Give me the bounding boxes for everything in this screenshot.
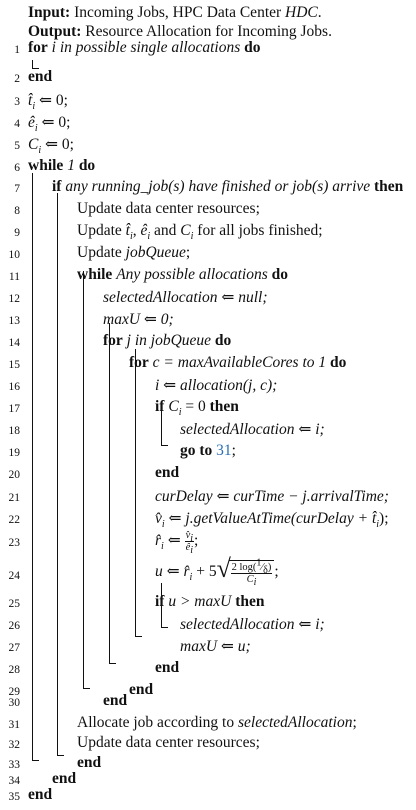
if-u-condition: u > maxU xyxy=(168,593,232,610)
line-number: 33 xyxy=(8,759,20,771)
kw-goto: go to xyxy=(180,442,213,459)
line-number: 30 xyxy=(8,697,20,709)
input-hdc: HDC xyxy=(285,4,318,21)
kw-do: do xyxy=(78,157,96,174)
line-number: 20 xyxy=(8,469,20,481)
kw-end: end xyxy=(28,68,53,85)
kw-then: then xyxy=(209,398,239,415)
line-number: 2 xyxy=(14,73,20,85)
line-number: 26 xyxy=(8,620,20,632)
assign-selected-null: selectedAllocation ⇐ null; xyxy=(103,289,268,306)
line-number: 15 xyxy=(8,359,20,371)
line-number: 29 xyxy=(8,686,20,698)
line-number: 13 xyxy=(8,315,20,327)
output-text: Resource Allocation for Incoming Jobs. xyxy=(85,23,332,40)
kw-if: if xyxy=(52,178,62,195)
kw-for: for xyxy=(129,354,149,371)
line-number: 8 xyxy=(14,205,20,217)
line-number: 3 xyxy=(14,96,20,108)
line-number: 22 xyxy=(8,514,20,526)
kw-if: if xyxy=(155,593,165,610)
kw-end: end xyxy=(77,754,102,771)
line-number: 10 xyxy=(8,249,20,261)
if-condition: any running_job(s) have finished or job(s) arrive xyxy=(65,178,371,195)
input-period: . xyxy=(317,4,322,21)
for-condition: j in jobQueue xyxy=(126,332,212,349)
kw-do: do xyxy=(244,39,261,56)
update-resources: Update data center resources; xyxy=(77,200,260,217)
line-1 xyxy=(0,37,416,63)
input-text: Incoming Jobs, HPC Data Center xyxy=(74,4,286,21)
kw-for: for xyxy=(28,39,48,56)
kw-do: do xyxy=(214,332,232,349)
kw-end: end xyxy=(52,770,77,787)
kw-if: if xyxy=(155,398,165,415)
assign-u: u ⇐ $r̂_i + 5$ √ $\frac{2 \log(^1⁄_\delta)}{C_i}$ ; xyxy=(155,554,279,589)
kw-for: for xyxy=(103,332,123,349)
if-ci-condition: $C_i = 0$ xyxy=(168,398,206,419)
assign-maxu: maxU ⇐ u; xyxy=(180,638,251,655)
line-number: 24 xyxy=(8,570,20,582)
line-number: 12 xyxy=(8,293,20,305)
line-number: 17 xyxy=(8,403,20,415)
goto-line-link[interactable]: 31 xyxy=(216,442,232,459)
line-19: 19 go to 31; xyxy=(0,440,416,466)
for-condition: c = maxAvailableCores to 1 xyxy=(152,354,327,371)
line-number: 16 xyxy=(8,381,20,393)
line-number: 4 xyxy=(14,118,20,130)
kw-end: end xyxy=(155,659,180,676)
line-number: 28 xyxy=(8,664,20,676)
line-number: 21 xyxy=(8,492,20,504)
line-number: 23 xyxy=(8,537,20,549)
assign-maxu-zero: maxU ⇐ 0; xyxy=(103,311,174,328)
while-condition: Any possible allocations xyxy=(116,266,268,283)
assign-selected: selectedAllocation ⇐ i; xyxy=(180,421,325,438)
line-number: 27 xyxy=(8,642,20,654)
assign-selected: selectedAllocation ⇐ i; xyxy=(180,616,325,633)
line-number: 18 xyxy=(8,425,20,437)
kw-then: then xyxy=(235,593,265,610)
assign-allocation: i ⇐ allocation(j, c); xyxy=(155,377,278,394)
kw-then: then xyxy=(374,178,404,195)
line-number: 19 xyxy=(8,447,20,459)
kw-while: while xyxy=(77,266,113,283)
line-number: 1 xyxy=(14,44,20,56)
line-number: 11 xyxy=(8,271,20,283)
kw-do: do xyxy=(330,354,347,371)
assign-ratio: $r̂_i$ ⇐ $\frac{v̂_i}{ê_i}$ ; xyxy=(155,530,199,557)
line-24 xyxy=(0,554,416,594)
line-number: 31 xyxy=(8,719,20,731)
init-c: $C_i$ ⇐ 0; xyxy=(28,136,74,157)
line-number: 14 xyxy=(8,337,20,349)
for-condition: i in possible single allocations xyxy=(51,39,241,56)
line-number: 5 xyxy=(14,140,20,152)
line-35 xyxy=(0,784,416,810)
kw-end: end xyxy=(28,786,53,803)
while-condition: 1 xyxy=(67,157,75,174)
kw-end: end xyxy=(155,464,180,481)
line-23 xyxy=(0,530,416,556)
assign-curdelay: curDelay ⇐ curTime − j.arrivalTime; xyxy=(155,488,389,505)
line-number: 32 xyxy=(8,739,20,751)
line-number: 9 xyxy=(14,227,20,239)
line-number: 7 xyxy=(14,183,20,195)
line-number: 35 xyxy=(8,791,20,803)
init-e: $ê_i$ ⇐ 0; xyxy=(28,114,71,135)
line-number: 34 xyxy=(8,775,20,787)
update-stats: Update $t̂_i$, $ê_i$ and $C_i$ for all jobs finished; xyxy=(77,222,323,243)
line-number: 6 xyxy=(14,162,20,174)
input-line xyxy=(28,4,322,22)
allocate-job: Allocate job according to selectedAllocation; xyxy=(77,714,357,731)
update-resources: Update data center resources; xyxy=(77,734,260,751)
update-jobqueue: Update jobQueue; xyxy=(77,244,191,261)
kw-while: while xyxy=(28,157,64,174)
assign-value: $v̂_i$ ⇐ j.getValueAtTime(curDelay + $t̂_i$); xyxy=(155,510,389,531)
line-number: 25 xyxy=(8,598,20,610)
kw-do: do xyxy=(271,266,288,283)
init-t: $t̂_i$ ⇐ 0; xyxy=(28,92,68,113)
kw-end: end xyxy=(129,681,154,698)
kw-end: end xyxy=(103,692,128,709)
output-label: Output: xyxy=(28,23,82,40)
input-label: Input: xyxy=(28,4,71,21)
